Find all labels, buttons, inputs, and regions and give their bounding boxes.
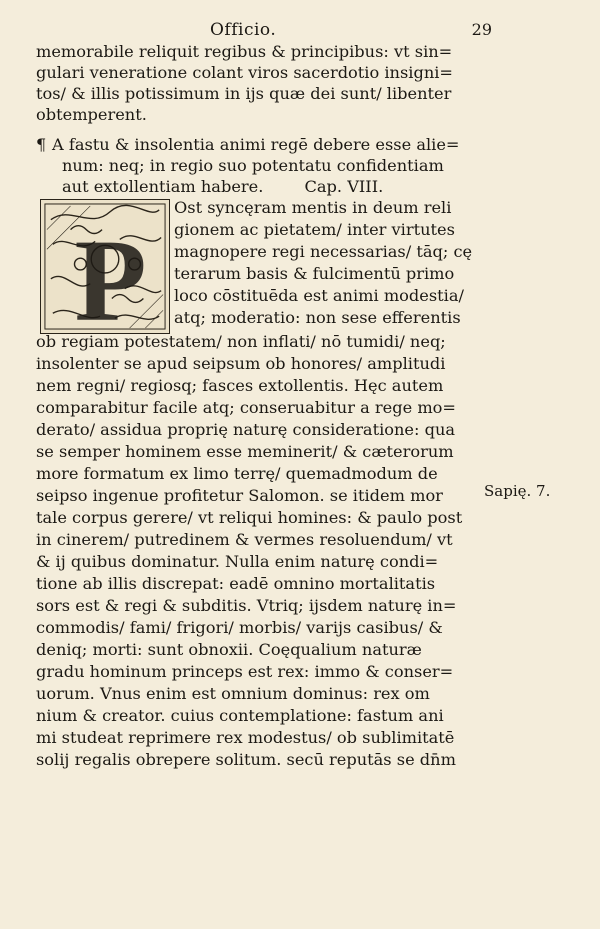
text-line: commodis/ fami/ frigori/ morbis/ varijs casibus/ & bbox=[36, 618, 443, 637]
text-line: memorabile reliquit regibus & principibus: vt sin= bbox=[36, 42, 453, 61]
margin-note: Sapię. 7. bbox=[484, 482, 551, 500]
text-line: nem regni/ regiosq; fasces extollentis. Hęc autem bbox=[36, 376, 444, 395]
text-line: more formatum ex limo terrę/ quemadmodum de bbox=[36, 464, 438, 483]
text-line: terarum basis & fulcimentū primo bbox=[174, 264, 455, 283]
text-line: Ost syncęram mentis in deum reli bbox=[174, 198, 452, 217]
text-line: obtemperent. bbox=[36, 105, 147, 124]
text-line: comparabitur facile atq; conseruabitur a rege mo= bbox=[36, 398, 456, 417]
text-line: gionem ac pietatem/ inter virtutes bbox=[174, 220, 455, 239]
text-line: tale corpus gerere/ vt reliqui homines: & paulo post bbox=[36, 508, 463, 527]
chapter-heading-line: num: neq; in regio suo potentatu confidentiam bbox=[62, 156, 444, 175]
page-number: 29 bbox=[471, 20, 492, 39]
text-line: gulari veneratione colant viros sacerdotio insigni= bbox=[36, 63, 453, 82]
text-line: nium & creator. cuius contemplatione: fastum ani bbox=[36, 706, 444, 725]
running-title: Officio. bbox=[210, 20, 277, 40]
pilcrow-icon: ¶ bbox=[36, 135, 47, 154]
text-line: gradu hominum princeps est rex: immo & conser= bbox=[36, 662, 454, 681]
text-line: & ij quibus dominatur. Nulla enim naturę condi= bbox=[36, 552, 439, 571]
text-line: derato/ assidua proprię naturę consideratione: qua bbox=[36, 420, 456, 439]
text-line: loco cōstituēda est animi modestia/ bbox=[174, 286, 464, 305]
text-line: sors est & regi & subditis. Vtriq; ijsdem naturę in= bbox=[36, 596, 457, 615]
text-line: seipso ingenue profitetur Salomon. se itidem mor bbox=[36, 486, 443, 505]
decorated-initial-P-icon bbox=[40, 199, 170, 334]
text-line: magnopere regi necessarias/ tāq; cę bbox=[174, 242, 473, 261]
text-line: in cinerem/ putredinem & vermes resoluendum/ vt bbox=[36, 530, 453, 549]
text-line: tione ab illis discrepat: eadē omnino mortalitatis bbox=[36, 574, 436, 593]
text-line: deniq; morti: sunt obnoxii. Coęqualium naturæ bbox=[36, 640, 422, 659]
text-line: ob regiam potestatem/ non inflati/ nō tumidi/ neq; bbox=[36, 332, 446, 351]
text-line: se semper hominem esse meminerit/ & cæterorum bbox=[36, 442, 454, 461]
text-line: mi studeat reprimere rex modestus/ ob sublimitatē bbox=[36, 728, 455, 747]
text-line: uorum. Vnus enim est omnium dominus: rex om bbox=[36, 684, 430, 703]
text-line: solij regalis obrepere solitum. secū reputās se dn̄m bbox=[36, 750, 456, 769]
svg-text:P: P bbox=[74, 215, 147, 333]
text-line: tos/ & illis potissimum in ijs quæ dei sunt/ libenter bbox=[36, 84, 452, 103]
text-line: insolenter se apud seipsum ob honores/ amplitudi bbox=[36, 354, 446, 373]
text-line: atq; moderatio: non sese efferentis bbox=[174, 308, 461, 327]
chapter-heading-line: aut extollentiam habere. Cap. VIII. bbox=[62, 177, 384, 196]
chapter-heading-line: A fastu & insolentia animi regē debere esse alie= bbox=[52, 135, 460, 154]
page-header bbox=[210, 20, 500, 44]
